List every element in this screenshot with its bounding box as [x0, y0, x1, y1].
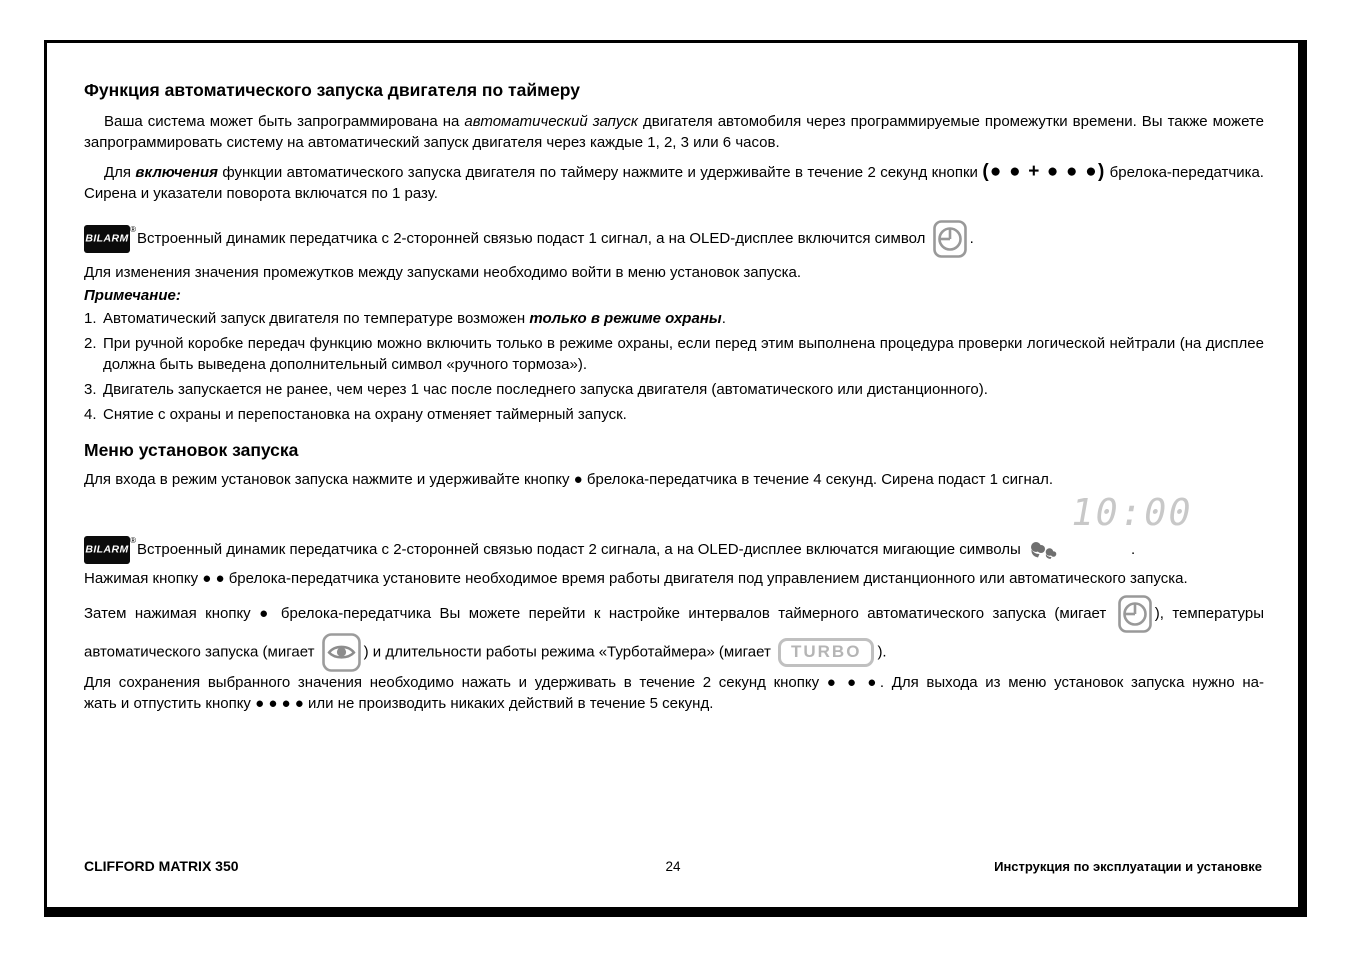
text-segment: .: [1131, 540, 1136, 558]
note-number: 1.: [84, 310, 97, 327]
bilarm-logo-text: BILARM: [84, 539, 130, 562]
bilarm-logo-text: BILARM: [84, 228, 130, 251]
note-number: 2.: [84, 335, 97, 352]
registered-trademark-icon: ®: [130, 536, 136, 545]
note-item-3: [84, 379, 1264, 400]
clock-icon: [933, 220, 967, 258]
clock-icon: [1118, 595, 1152, 633]
segment-display-time: 10:00: [1066, 491, 1196, 534]
text-segment: .: [969, 229, 974, 247]
manual-page-frame: [44, 40, 1307, 917]
note-number: 4.: [84, 406, 97, 423]
paragraph-bilarm-1: [84, 220, 1264, 258]
note-label: Примечание:: [84, 287, 181, 304]
text-segment: При ручной коробке передач функцию можно включить только в режиме охраны, если перед этим выполнена процедура проверки логической нейтрали (на дисплее должна быть выведена дополнительный символ «ручного тормоза»).: [103, 335, 1264, 373]
eye-icon: [322, 633, 361, 672]
text-segment: Для: [104, 164, 136, 181]
bilarm-logo: [84, 536, 136, 564]
text-segment: Затем нажимая кнопку ● брелока-передатчика Вы можете перейти к настройке интервалов таймерного автоматического запуска (мигает: [84, 604, 1115, 622]
note-number: 3.: [84, 381, 97, 398]
text-segment-italic: автоматический запуск: [464, 113, 639, 130]
note-item-4: [84, 404, 1264, 425]
text-segment: двигателя автомобиля через программируемые промежутки времени. Вы также можете запрограммировать систему на автоматический запуск двигателя через каждые 1, 2, 3 или 6 часов.: [84, 113, 1264, 151]
paragraph-change-interval: Для изменения значения промежутков между запусками необходимо войти в меню установок запуска.: [84, 264, 801, 281]
text-segment: брелока-передатчика. Сирена и указатели поворота включатся по 1 разу.: [84, 164, 1264, 202]
section-title-menu: Меню установок запуска: [84, 440, 299, 460]
paragraph-enter-menu: Для входа в режим установок запуска нажмите и удерживайте кнопку ● брелока-передатчика в течение 4 секунд. Сирена подаст 1 сигнал.: [84, 471, 1054, 488]
paragraph-save-exit-line1: Для сохранения выбранного значения необходимо нажать и удерживать в течение 2 секунд кнопку ● ● ●. Для выхода из меню установок запуска нужно на-: [84, 674, 1264, 691]
smoke-icon: [1028, 541, 1058, 559]
text-segment-bold-italic: включения: [135, 164, 218, 181]
text-segment: Двигатель запускается не ранее, чем через 1 час после последнего запуска двигателя (автоматического или дистанционного).: [103, 381, 988, 398]
registered-trademark-icon: ®: [130, 225, 136, 234]
text-segment: Снятие с охраны и перепостановка на охрану отменяет таймерный запуск.: [103, 406, 627, 423]
text-segment: Встроенный динамик передатчика с 2-сторонней связью подаст 2 сигнала, а на OLED-дисплее включатся мигающие символы: [137, 540, 1025, 558]
paragraph-bilarm-2: [84, 536, 1264, 564]
note-item-2: [84, 333, 1264, 375]
note-item-1: [84, 308, 1264, 329]
text-segment: ), температуры автоматического запуска (мигает: [84, 604, 1264, 661]
turbo-icon: TURBO: [778, 638, 874, 667]
paragraph-set-runtime: Нажимая кнопку ● ● брелока-передатчика установите необходимое время работы двигателя под управлением дистанционного или автоматического запуска.: [84, 570, 1188, 587]
footer-document-title: Инструкция по эксплуатации и установке: [994, 859, 1262, 874]
page-number: 24: [665, 859, 681, 874]
text-segment: Встроенный динамик передатчика с 2-сторонней связью подаст 1 сигнал, а на OLED-дисплее включится символ: [137, 229, 930, 247]
paragraph-save-exit-line2: жать и отпустить кнопку ● ● ● ● или не производить никаких действий в течение 5 секунд.: [84, 695, 714, 712]
text-segment: функции автоматического запуска двигателя по таймеру нажмите и удерживайте в течение 2 секунд кнопки: [217, 164, 983, 181]
text-segment: ) и длительности работы режима «Турботаймера» (мигает: [363, 643, 775, 661]
text-segment: ).: [877, 643, 887, 661]
footer-model-name: CLIFFORD MATRIX 350: [84, 858, 239, 874]
text-segment: Ваша система может быть запрограммирована на: [104, 113, 465, 130]
section-title-timer: Функция автоматического запуска двигателя по таймеру: [84, 80, 580, 100]
text-segment: Автоматический запуск двигателя по температуре возможен: [103, 310, 530, 327]
text-segment-bold-italic: только в режиме охраны: [529, 310, 722, 327]
bilarm-logo: [84, 225, 136, 253]
paragraph-enable: [84, 161, 1264, 204]
paragraph-intro: [84, 111, 1264, 153]
remote-button-combo: (● ● + ● ● ●): [982, 161, 1106, 182]
oled-display-row: [84, 491, 1264, 534]
paragraph-menu-items: [84, 595, 1264, 672]
text-segment: .: [721, 310, 726, 327]
page-footer: [84, 859, 1262, 877]
